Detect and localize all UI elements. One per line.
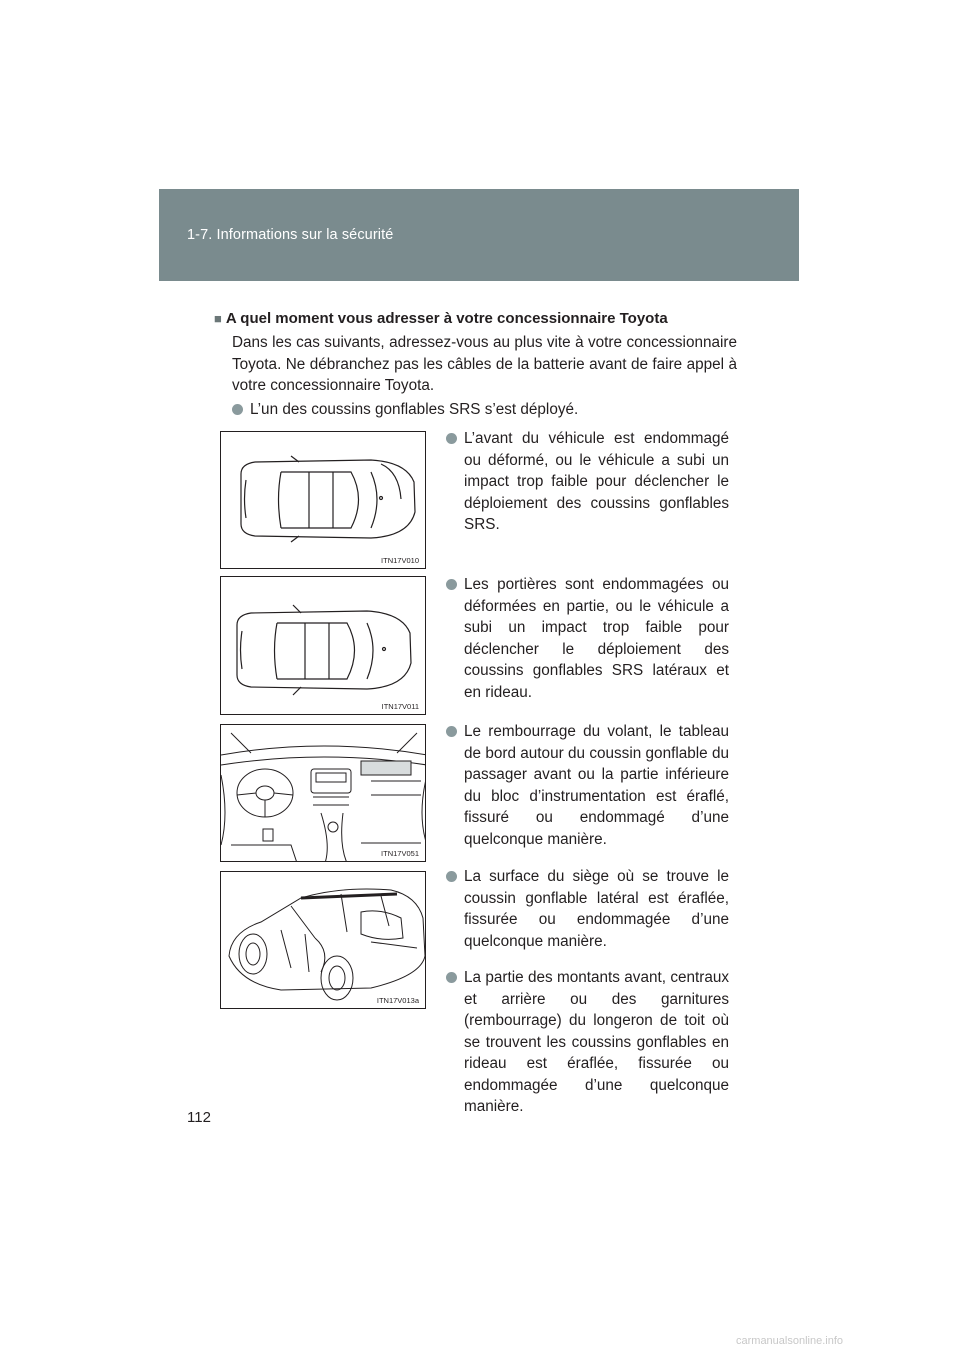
page-number: 112 (187, 1109, 211, 1126)
dashboard-illustration (221, 725, 426, 862)
bullet-dot-icon (446, 579, 457, 590)
list-item (446, 721, 729, 850)
list-item (446, 574, 729, 703)
list-item-text: L’un des coussins gonflables SRS s’est déployé. (250, 401, 579, 418)
chapter-title: 1-7. Informations sur la sécurité (187, 227, 394, 243)
list-item-text: La surface du siège où se trouve le coussin gonflable latéral est éraflée, fissurée ou endommagée d’une quelconque manière. (464, 868, 729, 950)
bullet-dot-icon (446, 433, 457, 444)
list-item (446, 866, 729, 952)
figure-code: ITN17V051 (381, 849, 419, 858)
list-item (232, 399, 737, 421)
chapter-header (159, 189, 799, 281)
figure-dashboard (220, 724, 426, 862)
bullet-dot-icon (446, 726, 457, 737)
bullet-dot-icon (232, 404, 243, 415)
figure-car-top-side (220, 576, 426, 715)
list-item-text: La partie des montants avant, centraux et arrière ou des garnitures (rembourrage) du longeron de toit où se trouvent les coussins gonflables en rideau est éraflée, fissurée ou endommagée d’une quelconque manière. (464, 969, 729, 1115)
list-item-text: Les portières sont endommagées ou déformées en partie, ou le véhicule a subi un impact trop faible pour déclencher le déploiement des coussins gonflables SRS latéraux et en rideau. (464, 576, 729, 701)
figure-car-side-airbags (220, 871, 426, 1009)
section-title-text: A quel moment vous adresser à votre concessionnaire Toyota (225, 310, 668, 327)
car-top-view-illustration (221, 577, 426, 715)
figure-code: ITN17V011 (381, 702, 419, 711)
square-bullet-icon: ■ (214, 311, 222, 326)
list-item-text: L’avant du véhicule est endommagé ou déformé, ou le véhicule a subi un impact trop faible pour déclencher le déploiement des coussins gonflables SRS. (464, 430, 729, 533)
bullet-dot-icon (446, 972, 457, 983)
list-item (446, 967, 729, 1118)
footer-watermark: carmanualsonline.info (736, 1335, 844, 1347)
figure-code: ITN17V013a (376, 996, 419, 1005)
car-top-view-illustration (221, 432, 426, 569)
list-item (446, 428, 729, 536)
figure-code: ITN17V010 (381, 556, 419, 565)
list-item-text: Le rembourrage du volant, le tableau de bord autour du coussin gonflable du passager avant ou la partie inférieure du bloc d’instrumentation est éraflé, fissuré ou endommagé d’une quelconque manière. (464, 723, 729, 848)
bullet-dot-icon (446, 871, 457, 882)
car-cutaway-illustration (221, 872, 426, 1009)
intro-paragraph: Dans les cas suivants, adressez-vous au plus vite à votre concessionnaire Toyota. Ne débranchez pas les câbles de la batterie avant de faire appel à votre concessionnaire Toyota. (232, 334, 737, 394)
section-title (214, 309, 754, 329)
figure-car-top-front (220, 431, 426, 569)
